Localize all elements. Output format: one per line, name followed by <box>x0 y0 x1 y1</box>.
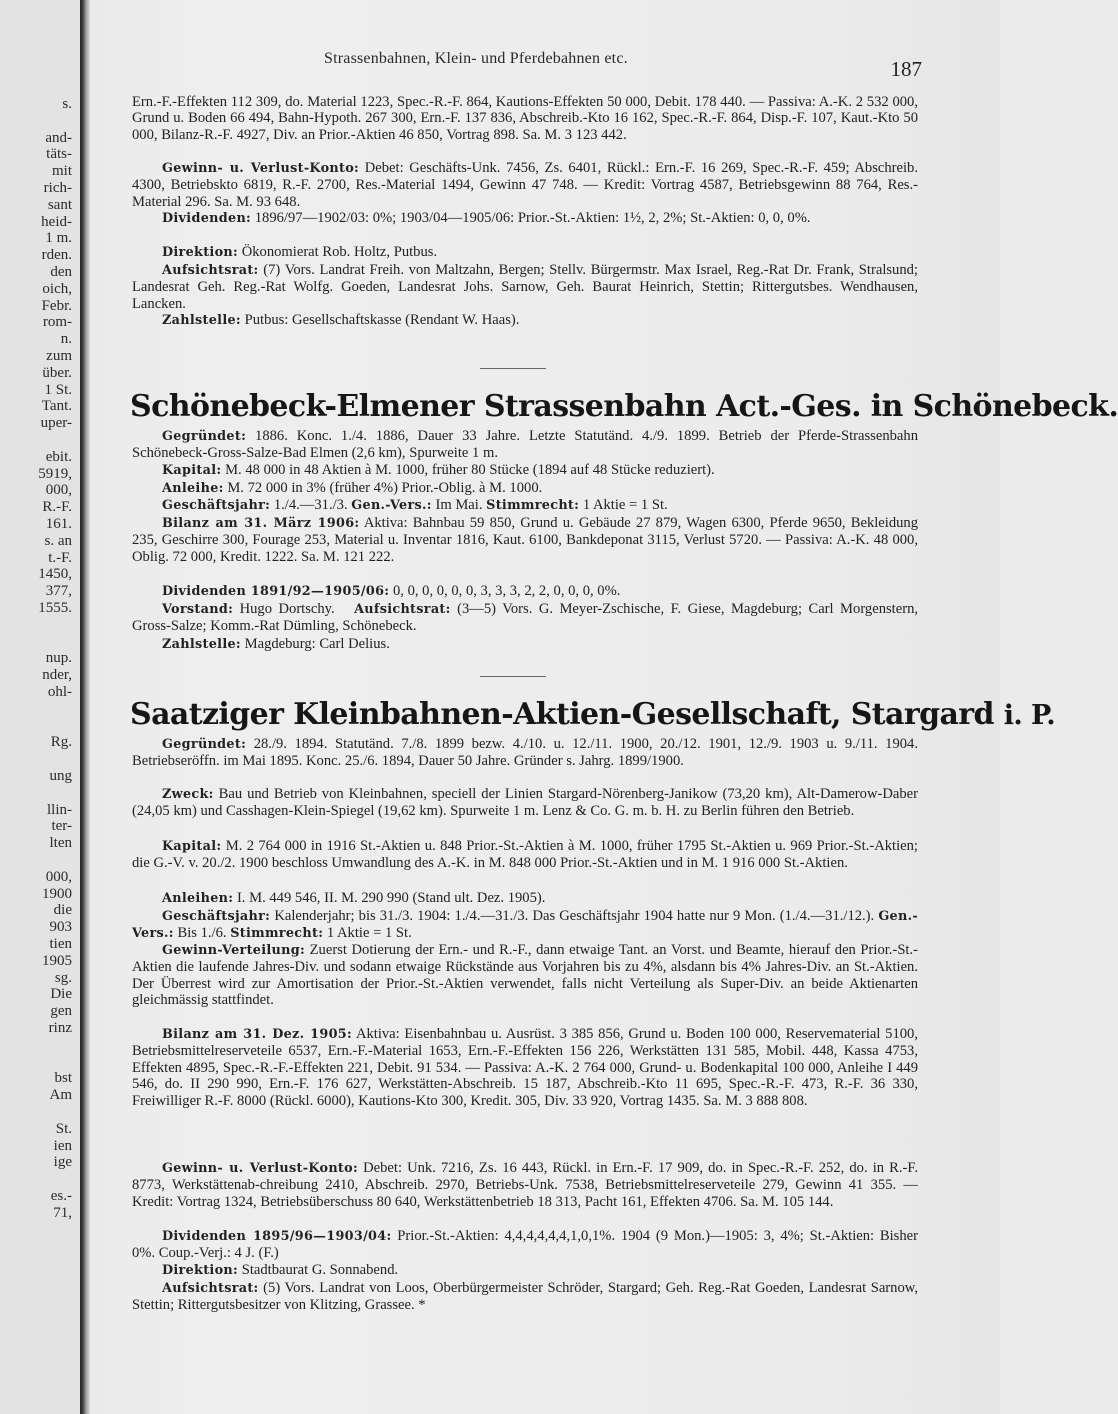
title-suffix: i. P. <box>1003 700 1056 731</box>
fiscal-year-entry <box>132 497 918 514</box>
margin-fragment: den <box>50 264 72 280</box>
margin-fragment: sg. <box>54 969 72 986</box>
label: Geschäftsjahr: <box>162 498 271 513</box>
loans-entry <box>132 890 918 907</box>
margin-fragment: täts- <box>46 146 72 163</box>
text: 1 Aktie = 1 St. <box>326 925 412 942</box>
text: Stadtbaurat G. Sonnabend. <box>241 1262 399 1278</box>
margin-fragment: t.-F. <box>48 549 72 566</box>
label: Direktion: <box>162 245 239 260</box>
label: Zweck: <box>162 787 214 802</box>
margin-fragment: sant <box>47 196 72 213</box>
balance-entry <box>132 1026 918 1109</box>
section-divider <box>480 368 546 369</box>
founded-entry <box>132 428 918 462</box>
text: M. 48 000 in 48 Aktien à M. 1000, früher 80 Stücke (1894 auf 48 Stücke reduziert). <box>225 462 715 478</box>
margin-fragment: rinz <box>48 1020 72 1036</box>
margin-fragment: Febr. <box>41 297 72 314</box>
label: Bilanz am 31. Dez. 1905: <box>162 1027 353 1042</box>
margin-fragment: n. <box>60 331 72 348</box>
page-number: 187 <box>890 57 922 81</box>
margin-fragment: and- <box>45 129 72 146</box>
board-entry <box>132 601 918 635</box>
balance-continuation: Ern.-F.-Effekten 112 309, do. Material 1223, Spec.-R.-F. 864, Kautions-Effekten 50 000, Debit. 178 440. — Passiva: A.-K. 2 532 000, Grund u. Boden 66 494, Bahn-Hypoth. 267 300, Ern.-F. 137 836, Abschreib.-Kto 16 162, Spec.-R.-F. 864, Disp.-F. 107, Kaut.-Kto 50 000, Bilanz-R.-F. 4927, Div. an Prior.-Aktien 46 850, Vortrag 898. Sa. M. 3 123 442. <box>132 94 918 143</box>
label: Kapital: <box>162 463 222 478</box>
margin-fragment: 1 St. <box>44 381 72 398</box>
margin-fragment: 71, <box>53 1204 72 1221</box>
dividends-entry <box>132 583 918 600</box>
title-main: Saatziger Kleinbahnen-Aktien-Gesellschaft, Stargard <box>130 697 994 732</box>
adjacent-page-margin <box>0 0 80 1414</box>
text: Putbus: Gesellschaftskasse (Rendant W. Haas). <box>244 312 520 328</box>
margin-fragment: ter- <box>51 818 72 835</box>
paying-agent-entry <box>132 636 918 653</box>
label: Gen.-Vers.: <box>351 498 432 513</box>
profit-loss-entry <box>132 160 918 210</box>
margin-fragment: 161. <box>45 516 72 532</box>
margin-fragment: s. an <box>44 532 72 549</box>
text: Bau und Betrieb von Kleinbahnen, speciell der Linien Stargard-Nörenberg-Janikow (73,20 km), Alt-Damerow-Daber (24,05 km) und Casshagen-Klein-Spiegel (19,62 km). Spurweite 1 m. Lenz & Co. G. m. b. H. zu Berlin führen den Betrieb. <box>132 786 919 820</box>
label: Stimmrecht: <box>486 498 580 513</box>
capital-entry <box>132 462 918 479</box>
label: Direktion: <box>162 1263 239 1278</box>
label: Gewinn- u. Verlust-Konto: <box>162 1161 359 1176</box>
text: Prior.-St.-Aktien: 4,4,4,4,4,4,1,0,1%. 1904 (9 Mon.)—1905: 3, 4%; St.-Aktien: Bisher 0%. Coup.-Verj.: 4 J. (F.) <box>132 1228 918 1262</box>
section-divider <box>480 676 546 677</box>
margin-fragment: Tant. <box>41 398 72 415</box>
margin-fragment: 377, <box>45 583 72 600</box>
label: Kapital: <box>162 839 222 854</box>
book-gutter <box>80 0 90 1414</box>
label: Gewinn-Verteilung: <box>162 943 306 958</box>
margin-fragment: 1450, <box>38 566 72 583</box>
capital-entry <box>132 838 918 872</box>
margin-fragment: s. <box>62 96 72 112</box>
margin-fragment: mit <box>51 163 72 180</box>
text: Im Mai. <box>435 497 483 513</box>
margin-fragment: bst <box>54 1070 72 1087</box>
page-body <box>128 0 1118 1414</box>
text: Debet: Geschäfts-Unk. 7456, Zs. 6401, Rückl.: Ern.-F. 16 269, Spec.-R.-F. 459; Abschreib. 4300, Betriebskto 6819, R.-F. 2700, Res.-Material 1494, Gewinn 47 748. — Kredit: Vortrag 4587, Betriebsgewinn 88 764, Res.-Material 296. Sa. M. 93 648. <box>132 160 919 210</box>
company-heading-saatziger <box>130 697 1056 733</box>
dividends-entry <box>132 1228 918 1262</box>
margin-fragment: zum <box>46 348 72 364</box>
margin-fragment: über. <box>42 364 72 381</box>
text: M. 2 764 000 in 1916 St.-Aktien u. 848 Prior.-St.-Aktien à M. 1000, früher 1795 St.-Aktien u. 969 Prior.-St.-Aktien; die G.-V. v. 20./2. 1900 beschloss Umwandlung des A.-K. in M. 848 000 Prior.-St.-Aktien und in M. 1 916 000 St.-Aktien. <box>132 838 918 872</box>
label: Zahlstelle: <box>162 637 241 652</box>
text: Ökonomierat Rob. Holtz, Putbus. <box>241 244 438 260</box>
text: Aktiva: Bahnbau 59 850, Grund u. Gebäude 27 879, Wagen 6300, Pferde 9650, Bekleidung 235, Geschirre 300, Fourage 253, Material u. Inventar 1816, Kaut. 6100, Bankdeponat 3115, Verlust 5720. — Passiva: A.-K. 48 000, Oblig. 72 000, Kredit. 1222. Sa. M. 121 222. <box>132 515 919 565</box>
running-header: Strassenbahnen, Klein- und Pferdebahnen etc. <box>324 50 628 67</box>
text: 1./4.—31./3. <box>273 497 348 513</box>
text: Debet: Unk. 7216, Zs. 16 443, Rückl. in Ern.-F. 17 909, do. in Spec.-R.-F. 252, do. in R.-F. 8773, Werkstättenab-chreibung 2410, Abschreib. 2970, Betriebs-Unk. 7538, Betriebsmittelreserveteile 279, Gewinn 41 355. — Kredit: Vortrag 1324, Betriebsüberschuss 80 640, Werkstättenbetrieb 18 313, Pacht 161, Effekten 4706. Sa. M. 105 144. <box>132 1160 918 1210</box>
label: Anleihen: <box>162 891 234 906</box>
text: 1886. Konc. 1./4. 1886, Dauer 33 Jahre. Letzte Statutänd. 4./9. 1899. Betrieb der Pferde-Strassenbahn Schönebeck-Gross-Salze-Bad Elmen (2,6 km), Spurweite 1 m. <box>132 428 918 462</box>
margin-fragment: rden. <box>41 247 72 264</box>
margin-fragment: ebit. <box>45 448 72 465</box>
label: Dividenden 1895/96—1903/04: <box>162 1229 392 1244</box>
margin-fragment: nder, <box>42 667 72 684</box>
margin-fragment: gen <box>50 1003 72 1020</box>
text: (5) Vors. Landrat von Loos, Oberbürgermeister Schröder, Stargard; Geh. Reg.-Rat Goeden, Landesrat Sarnow, Stettin; Rittergutsbesitzer von Klitzing, Grassee. <box>132 1280 918 1314</box>
margin-fragment: 1905 <box>42 952 72 969</box>
margin-fragment: 903 <box>49 919 72 936</box>
label: Aufsichtsrat: <box>354 602 451 617</box>
direction-entry <box>132 1262 918 1279</box>
label: Dividenden 1891/92—1905/06: <box>162 584 390 599</box>
footnote-mark: * <box>418 1297 426 1314</box>
margin-fragment: ohl- <box>47 684 72 700</box>
margin-fragment: 000, <box>45 482 72 499</box>
label: Vorstand: <box>162 602 234 617</box>
company-heading-schoenebeck: Schönebeck-Elmener Strassenbahn Act.-Ges. in Schönebeck. <box>130 389 1118 424</box>
label: Aufsichtsrat: <box>162 263 259 278</box>
margin-fragment: ige <box>53 1154 72 1171</box>
text: Aktiva: Eisenbahnbau u. Ausrüst. 3 385 856, Grund u. Boden 100 000, Reservematerial 5100, Betriebsmittelreserveteile 6537, Ern.-F.-Material 1653, Ern.-F.-Effekten 156 226, Werkstätten 131 585, Mobil. 448, Kassa 4753, Effekten 4895, Spec.-R.-F.-Effekten 221, Debit. 91 534. — Passiva: A.-K. 2 764 000, Grund- u. Bodenkapital 100 000, Anleihe I 449 546, do. II 290 990, Ern.-F. 176 627, Werkstätten-Abschreib. 15 187, Abschreib.-Kto 11 695, Spec.-R.-F. 473, R.-F. 36 330, Freiwilliger R.-F. 8000 (Rückl. 6000), Kautions-Kto 300, Kredit. 305, Div. 33 920, Vortrag 1435. Sa. M. 3 888 808. <box>132 1026 919 1109</box>
fiscal-year-entry <box>132 908 918 943</box>
label: Gewinn- u. Verlust-Konto: <box>162 161 360 176</box>
margin-fragment: 000, <box>45 868 72 885</box>
loan-entry <box>132 480 918 497</box>
label: Anleihe: <box>162 481 224 496</box>
text: Kalenderjahr; bis 31./3. 1904: 1./4.—31./3. Das Geschäftsjahr 1904 hatte nur 9 Mon. (1./4.—31./12.). <box>274 908 875 924</box>
margin-fragment: 1555. <box>38 600 72 616</box>
text: I. M. 449 546, II. M. 290 990 (Stand ult. Dez. 1905). <box>236 890 546 906</box>
label: Stimmrecht: <box>230 926 324 942</box>
label: Gegründet: <box>162 737 247 752</box>
margin-fragment: es.- <box>50 1188 72 1204</box>
margin-fragment: tien <box>49 936 72 952</box>
margin-fragment: 5919, <box>38 465 72 482</box>
margin-fragment: rich- <box>43 180 72 196</box>
dividends-entry <box>132 210 918 227</box>
margin-fragment: Rg. <box>50 734 72 751</box>
supervisory-board-entry <box>132 1280 918 1314</box>
label: Bilanz am 31. März 1906: <box>162 516 360 531</box>
label: Gegründet: <box>162 429 247 444</box>
margin-fragment: ien <box>53 1137 72 1154</box>
margin-fragment: oich, <box>42 280 72 297</box>
text: Magdeburg: Carl Delius. <box>244 636 390 652</box>
text: Bis 1./6. <box>177 925 227 942</box>
paying-agent-entry <box>132 312 918 329</box>
margin-fragment: llin- <box>47 801 72 818</box>
profit-distribution-entry <box>132 942 918 1009</box>
margin-fragment: lten <box>49 835 72 852</box>
profit-loss-entry <box>132 1160 918 1210</box>
margin-fragment: uper- <box>40 415 72 432</box>
label: Gen.-Vers.: <box>132 909 918 942</box>
margin-fragment: nup. <box>45 650 72 667</box>
margin-fragment: heid- <box>41 213 72 230</box>
margin-fragment: 1 m. <box>45 230 72 247</box>
text: 0, 0, 0, 0, 0, 0, 3, 3, 3, 2, 2, 0, 0, 0, 0%. <box>392 583 621 599</box>
supervisory-board-entry <box>132 262 918 312</box>
margin-fragment: rom- <box>42 314 72 331</box>
text: M. 72 000 in 3% (früher 4%) Prior.-Oblig. à M. 1000. <box>227 480 543 496</box>
text: 1896/97—1902/03: 0%; 1903/04—1905/06: Prior.-St.-Aktien: 1½, 2, 2%; St.-Aktien: 0, 0, 0%. <box>254 210 811 226</box>
margin-fragment: St. <box>55 1120 72 1137</box>
margin-fragment: 1900 <box>42 885 72 902</box>
label: Zahlstelle: <box>162 313 241 328</box>
label: Aufsichtsrat: <box>162 1281 259 1296</box>
text: 1 Aktie = 1 St. <box>582 497 668 513</box>
label: Dividenden: <box>162 211 252 226</box>
margin-fragment: Am <box>49 1087 72 1104</box>
label: Geschäftsjahr: <box>162 909 271 924</box>
balance-entry <box>132 515 918 565</box>
text: Hugo Dortschy. <box>239 601 335 617</box>
text: (3—5) Vors. G. Meyer-Zschische, F. Giese, Magdeburg; Carl Morgenstern, Gross-Salze; Komm.-Rat Dümling, Schönebeck. <box>132 601 919 635</box>
purpose-entry <box>132 786 918 820</box>
margin-fragment: ung <box>49 768 72 784</box>
margin-fragment: Die <box>50 986 72 1003</box>
text: 28./9. 1894. Statutänd. 7./8. 1899 bezw. 4./10. u. 12./11. 1900, 20./12. 1901, 12./9. 1903 u. 9./11. 1904. Betriebseröffn. im Mai 1895. Konc. 25./6. 1894, Dauer 50 Jahre. Gründer s. Jahrg. 1899/1900. <box>132 736 918 770</box>
margin-fragment: die <box>53 902 72 919</box>
direction-entry <box>132 244 918 261</box>
founded-entry <box>132 736 918 770</box>
text: Zuerst Dotierung der Ern.- und R.-F., dann etwaige Tant. an Vorst. und Beamte, hierauf den Prior.-St.-Aktien die laufende Jahres-Div. und sodann etwaige Rückstände aus Vorjahren bis zu 4%, alsdann bis 4% Jahres-Div. an St.-Aktien. Der Überrest wird zur Amortisation der Prior.-St.-Aktien verwendet, falls nicht Verteilung als Super-Div. an beide Aktienarten gleichmässig stattfindet. <box>132 942 918 1009</box>
text: (7) Vors. Landrat Freih. von Maltzahn, Bergen; Stellv. Bürgermstr. Max Israel, Reg.-Rat Dr. Frank, Stralsund; Landesrat Geh. Reg.-Rat Wolfg. Goeden, Landesrat Johs. Sarnow, Geh. Baurat Heinrich, Stettin; Rittergutsbes. Wendhausen, Lancken. <box>132 262 918 312</box>
margin-fragment: R.-F. <box>42 499 72 516</box>
